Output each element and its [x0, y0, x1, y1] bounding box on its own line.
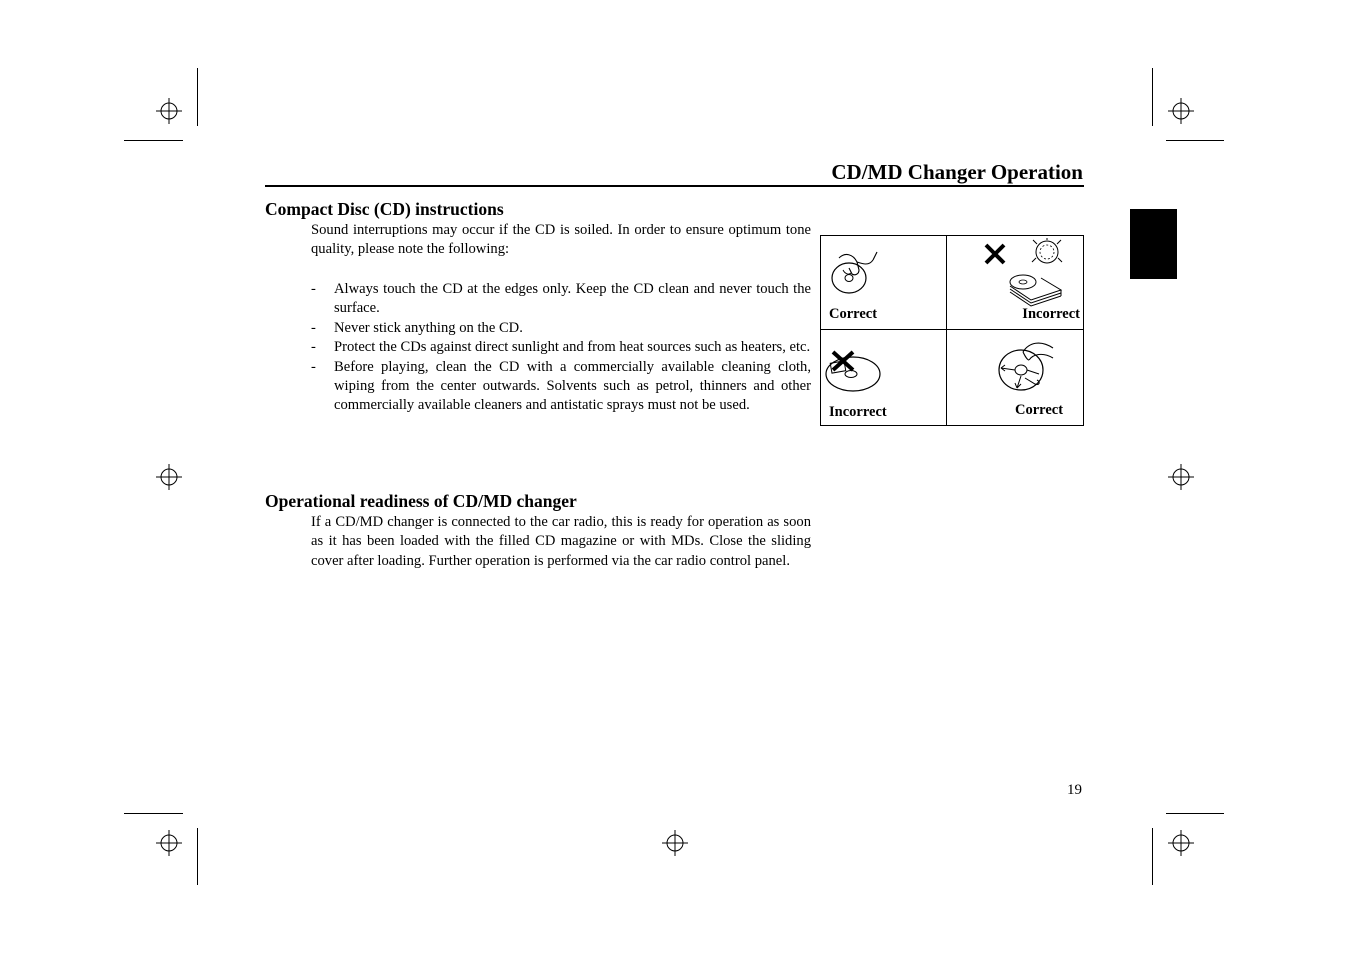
changer-paragraph	[311, 513, 811, 571]
crop-mark	[1152, 828, 1153, 885]
list-item-text: Never stick anything on the CD.	[334, 319, 523, 336]
list-item	[311, 319, 811, 338]
registration-crosshair-icon	[1168, 98, 1194, 124]
section-heading-cd: Compact Disc (CD) instructions	[265, 199, 504, 219]
figure-label: Correct	[829, 306, 878, 322]
registration-crosshair-icon	[156, 830, 182, 856]
figure-cell-incorrect-2	[821, 330, 946, 425]
figure-label: Incorrect	[829, 404, 887, 420]
cd-heat-stack-icon	[1007, 238, 1069, 308]
figure-label: Correct	[1015, 402, 1064, 418]
page-title: CD/MD Changer Operation	[831, 160, 1083, 184]
cd-wipe-center-out-icon	[995, 338, 1057, 402]
list-item	[311, 358, 811, 416]
registration-crosshair-icon	[662, 830, 688, 856]
list-dash: -	[311, 339, 316, 356]
cd-intro-text: Sound interruptions may occur if the CD is soiled. In order to ensure optimum tone quality, please note the following:	[311, 222, 811, 258]
section-heading-changer: Operational readiness of CD/MD changer	[265, 491, 577, 511]
list-item-text: Before playing, clean the CD with a commercially available cleaning cloth, wiping from the center outwards. Solvents such as petrol, thinners and other commercially available cleaners and antistatic sprays must not be used.	[334, 358, 811, 414]
cd-hold-edge-icon	[829, 248, 881, 296]
list-item	[311, 338, 811, 357]
list-dash: -	[311, 319, 316, 336]
crop-mark	[124, 813, 183, 814]
figure-label: Incorrect	[1022, 306, 1080, 322]
cross-mark-icon	[983, 242, 1009, 268]
cd-handling-figure	[820, 235, 1084, 426]
registration-crosshair-icon	[1168, 464, 1194, 490]
crop-mark	[1166, 140, 1224, 141]
list-dash: -	[311, 281, 316, 297]
registration-crosshair-icon	[156, 464, 182, 490]
cd-intro-paragraph	[311, 221, 811, 260]
page-number: 19	[1067, 782, 1082, 798]
crop-mark	[124, 140, 183, 141]
figure-cell-correct-2	[947, 330, 1084, 425]
chapter-tab-marker	[1130, 209, 1177, 279]
figure-cell-correct-1	[821, 236, 946, 329]
list-dash: -	[311, 358, 316, 375]
header-rule	[265, 185, 1084, 187]
crop-mark	[1166, 813, 1224, 814]
registration-crosshair-icon	[1168, 830, 1194, 856]
list-item-text: Always touch the CD at the edges only. Keep the CD clean and never touch the surface.	[334, 281, 811, 317]
changer-body-text: If a CD/MD changer is connected to the car radio, this is ready for operation as soon as it has been loaded with the filled CD magazine or with MDs. Close the sliding cover after loading. Further operation is performed via the car radio control panel.	[311, 514, 811, 569]
registration-crosshair-icon	[156, 98, 182, 124]
crop-mark	[197, 68, 198, 126]
cd-care-list	[311, 280, 811, 416]
crop-mark	[1152, 68, 1153, 126]
figure-cell-incorrect-1	[947, 236, 1084, 329]
list-item	[311, 280, 811, 319]
list-item-text: Protect the CDs against direct sunlight and from heat sources such as heaters, etc.	[334, 339, 811, 356]
cd-sticker-icon	[823, 350, 883, 394]
crop-mark	[197, 828, 198, 885]
